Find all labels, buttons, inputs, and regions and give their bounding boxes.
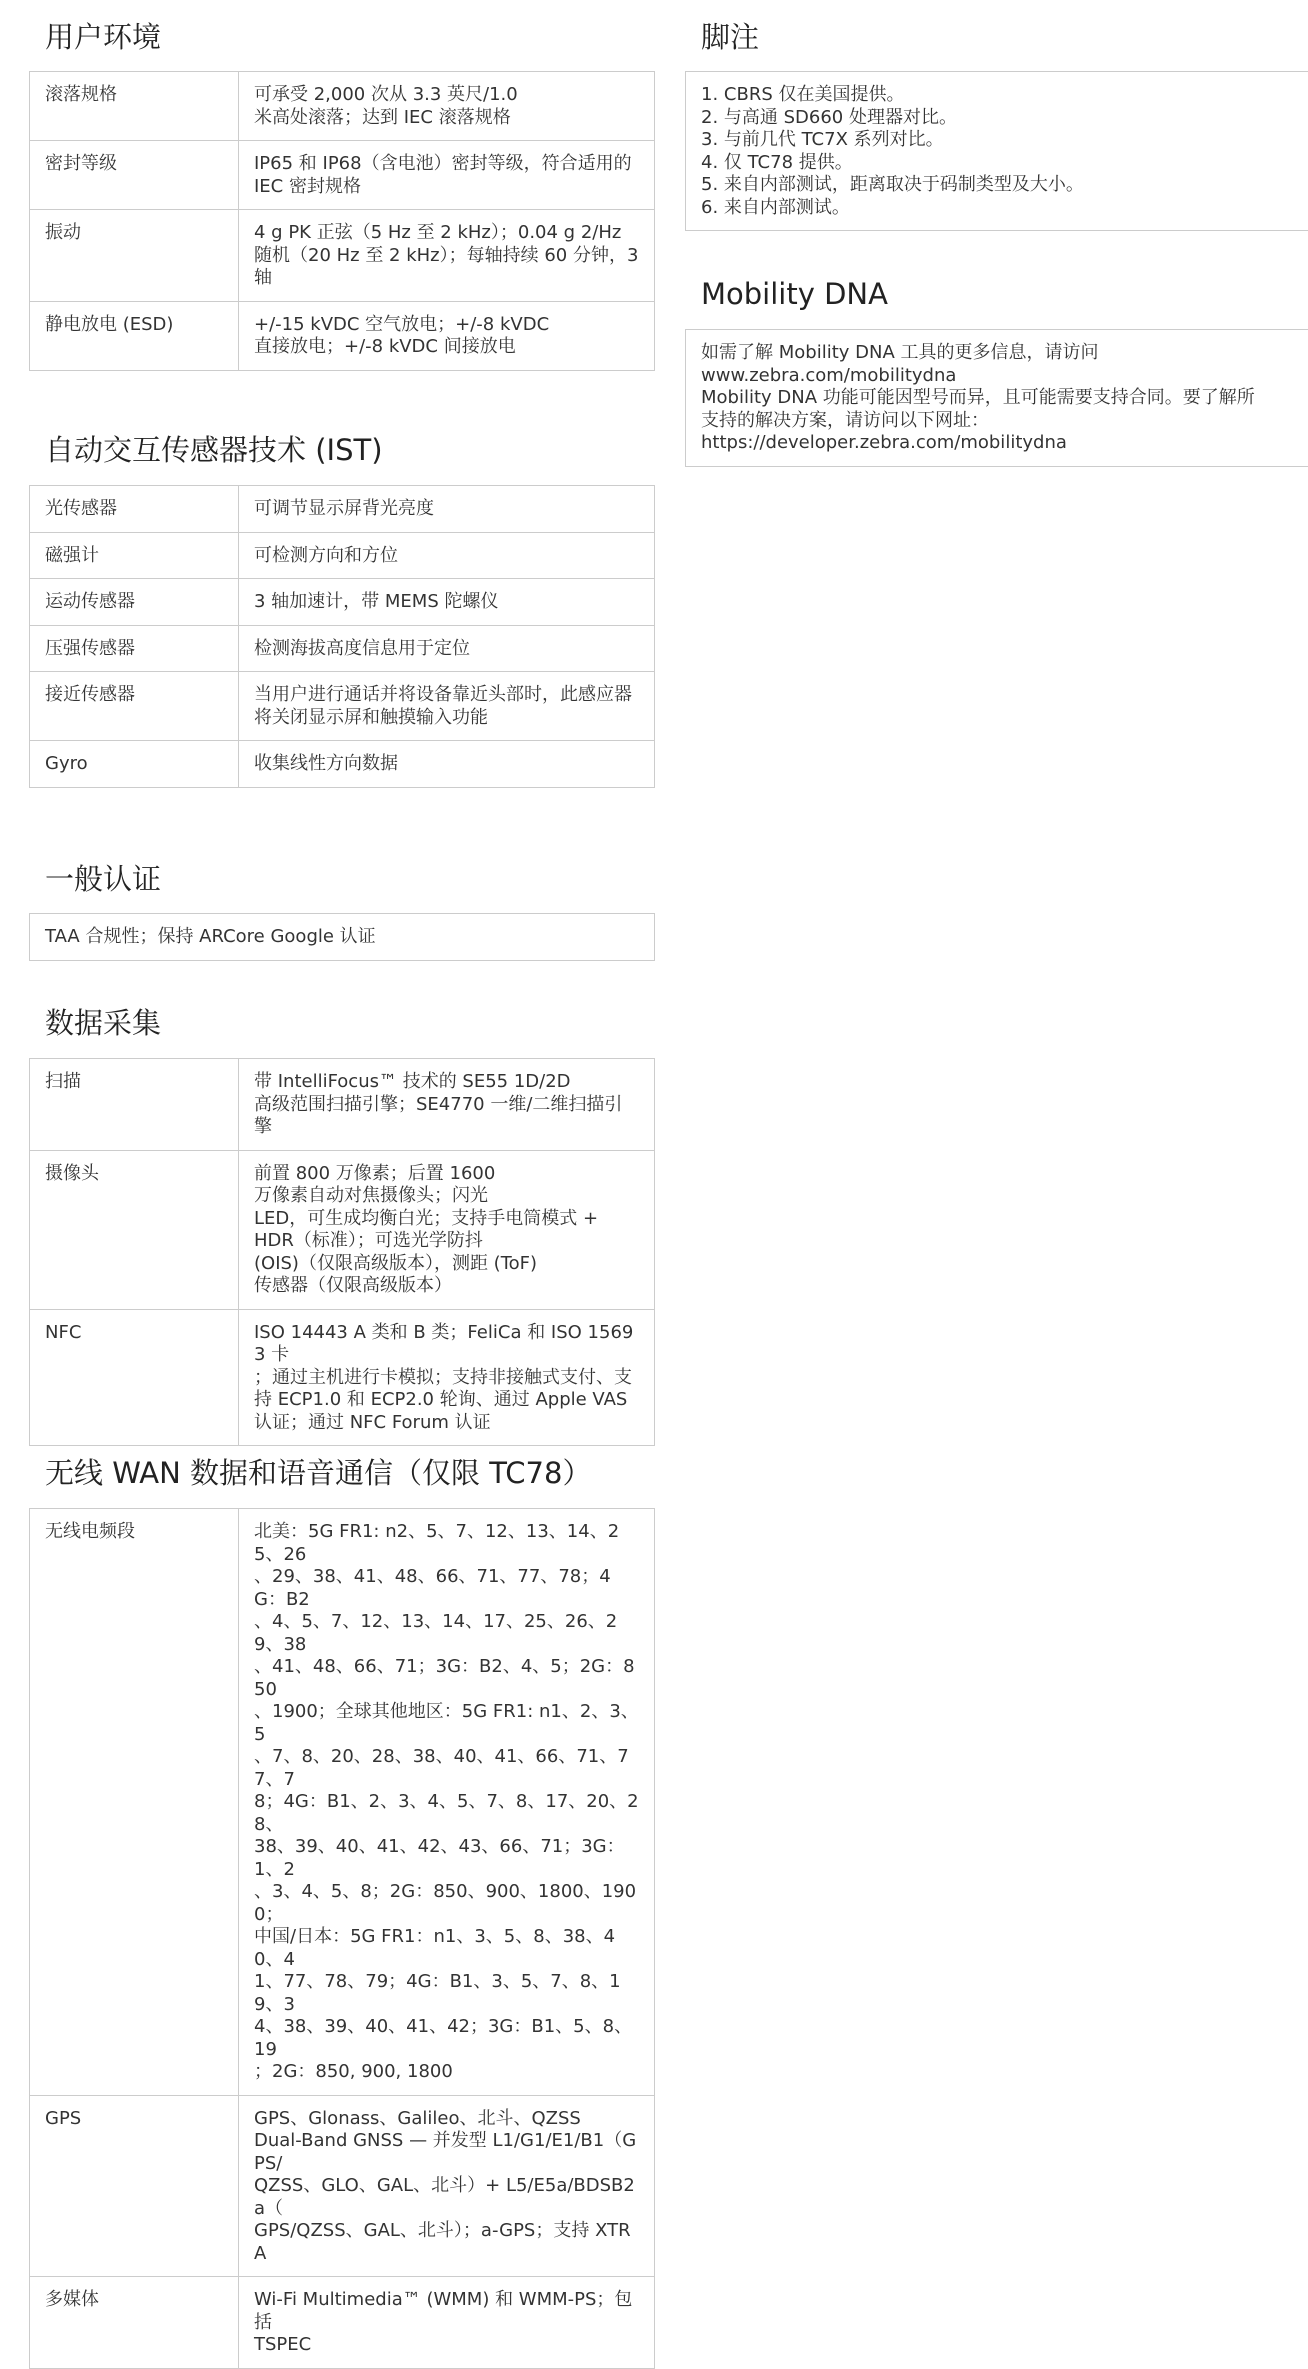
section-title: 一般认证 [45, 862, 162, 896]
footnotes-box [685, 71, 1308, 231]
section-environment [29, 20, 161, 54]
text-line: https://developer.zebra.com/mobilitydna [701, 432, 1067, 453]
spec-value-line: 可承受 2,000 次从 3.3 英尺/1.0 [254, 84, 518, 105]
section-title: 无线 WAN 数据和语音通信（仅限 TC78） [45, 1456, 592, 1490]
spec-label: GPS [30, 2095, 239, 2277]
text-line: 2. 与高通 SD660 处理器对比。 [701, 106, 957, 128]
spec-value-line: 随机（20 Hz 至 2 kHz）；每轴持续 60 分钟，3 [254, 244, 639, 266]
spec-value-line: 传感器（仅限高级版本） [254, 1275, 452, 1296]
ist-table [29, 485, 655, 788]
spec-label: 多媒体 [30, 2277, 239, 2369]
table-row [30, 141, 655, 210]
table-row [30, 210, 655, 302]
spec-value [239, 210, 655, 302]
spec-value-line: 、41、48、66、71；3G：B2、4、5；2G：850 [254, 1656, 635, 1700]
spec-value-line: 北美：5G FR1: n2、5、7、12、13、14、25、26 [254, 1521, 620, 1565]
spec-value [239, 1509, 655, 2096]
text-line: Mobility DNA 功能可能因型号而异，且可能需要支持合同。要了解所 [701, 387, 1255, 408]
spec-value-line: TSPEC [254, 2334, 312, 2355]
wwan-table [29, 1508, 655, 2369]
section-title: 自动交互传感器技术 (IST) [45, 433, 383, 467]
table-row [30, 579, 655, 626]
spec-label: 摄像头 [30, 1150, 239, 1309]
section-data-capture [29, 1006, 161, 1040]
certification-text: TAA 合规性；保持 ARCore Google 认证 [30, 914, 655, 961]
table-row [30, 486, 655, 533]
spec-value [239, 532, 655, 579]
spec-value-line: 4 g PK 正弦（5 Hz 至 2 kHz）；0.04 g 2/Hz [254, 222, 622, 243]
section-certification [29, 862, 161, 896]
spec-label: NFC [30, 1309, 239, 1446]
spec-value-line: 认证；通过 NFC Forum 认证 [254, 1411, 491, 1433]
spec-value-line: +/-15 kVDC 空气放电；+/-8 kVDC [254, 313, 550, 335]
mobility-dna-box [685, 329, 1308, 467]
spec-value-line: IEC 密封规格 [254, 175, 361, 197]
spec-value [239, 2277, 655, 2369]
environment-table [29, 71, 655, 371]
section-title: Mobility DNA [701, 277, 888, 311]
section-footnotes [685, 20, 759, 54]
spec-label: Gyro [30, 741, 239, 788]
spec-value-line: 、4、5、7、12、13、14、17、25、26、29、38 [254, 1611, 618, 1655]
spec-value-line: 、29、38、41、48、66、71、77、78；4G：B2 [254, 1566, 611, 1610]
spec-value-line: ；通过主机进行卡模拟；支持非接触式支付、支 [254, 1366, 632, 1388]
table-row [30, 914, 655, 961]
spec-value-line: 轴 [254, 267, 272, 288]
spec-value [239, 2095, 655, 2277]
table-row [30, 1059, 655, 1151]
spec-value-line: 将关闭显示屏和触摸输入功能 [254, 706, 488, 728]
spec-value [239, 1150, 655, 1309]
text-line: www.zebra.com/mobilitydna [701, 364, 957, 386]
section-title: 用户环境 [45, 20, 162, 54]
spec-value-line: HDR（标准）；可选光学防抖 [254, 1230, 483, 1251]
spec-value-line: 、7、8、20、28、38、40、41、66、71、77、7 [254, 1746, 629, 1790]
spec-label: 压强传感器 [30, 625, 239, 672]
text-line: 1. CBRS 仅在美国提供。 [701, 84, 905, 105]
spec-value-line: GPS、Glonass、Galileo、北斗、QZSS [254, 2107, 581, 2129]
spec-value-line: 前置 800 万像素；后置 1600 [254, 1162, 496, 1184]
mobility-dna-text [701, 342, 1294, 455]
spec-value-line: 、3、4、5、8；2G：850、900、1800、1900； [254, 1881, 637, 1925]
spec-value-line: 高级范围扫描引擎；SE4770 一维/二维扫描引擎 [254, 1093, 623, 1137]
spec-label: 无线电频段 [30, 1509, 239, 2096]
spec-value-line: Dual-Band GNSS — 并发型 L1/G1/E1/B1（GPS/ [254, 2130, 637, 2174]
spec-value-line: 、1900；全球其他地区：5G FR1: n1、2、3、5 [254, 1701, 639, 1745]
footnotes-list [701, 84, 1294, 219]
spec-value-line: IP65 和 IP68（含电池）密封等级，符合适用的 [254, 153, 632, 174]
table-row [30, 72, 655, 141]
table-row [30, 1509, 655, 2096]
section-title: 数据采集 [45, 1006, 162, 1040]
certification-table [29, 913, 655, 961]
spec-value-line: 直接放电；+/-8 kVDC 间接放电 [254, 336, 516, 357]
spec-label: 振动 [30, 210, 239, 302]
spec-label: 扫描 [30, 1059, 239, 1151]
table-row [30, 625, 655, 672]
spec-value-line: LED，可生成均衡白光；支持手电筒模式 + [254, 1207, 599, 1229]
text-line: 支持的解决方案，请访问以下网址： [701, 409, 989, 431]
table-row [30, 741, 655, 788]
table-row [30, 2095, 655, 2277]
section-mobility-dna [685, 277, 888, 311]
spec-value-line: GPS/QZSS、GAL、北斗）；a-GPS；支持 XTRA [254, 2220, 631, 2264]
section-title: 脚注 [701, 20, 760, 54]
spec-value [239, 141, 655, 210]
section-wwan [29, 1456, 591, 1490]
spec-value [239, 301, 655, 370]
spec-label: 运动传感器 [30, 579, 239, 626]
text-line: 如需了解 Mobility DNA 工具的更多信息，请访问 [701, 342, 1099, 363]
spec-value-line: 中国/日本：5G FR1：n1、3、5、8、38、40、4 [254, 1926, 616, 1970]
spec-value-line: 收集线性方向数据 [254, 753, 398, 774]
spec-value-line: 可调节显示屏背光亮度 [254, 498, 434, 519]
table-row [30, 1150, 655, 1309]
spec-value-line: 可检测方向和方位 [254, 544, 398, 566]
spec-value-line: 3 轴加速计，带 MEMS 陀螺仪 [254, 591, 499, 612]
spec-value [239, 672, 655, 741]
text-line: 4. 仅 TC78 提供。 [701, 151, 853, 173]
table-row [30, 1309, 655, 1446]
spec-value [239, 1309, 655, 1446]
spec-value-line: ISO 14443 A 类和 B 类；FeliCa 和 ISO 15693 卡 [254, 1321, 634, 1365]
text-line: 3. 与前几代 TC7X 系列对比。 [701, 129, 944, 150]
table-row [30, 532, 655, 579]
spec-label: 光传感器 [30, 486, 239, 533]
spec-value-line: 持 ECP1.0 和 ECP2.0 轮询、通过 Apple VAS [254, 1389, 628, 1410]
spec-value-line: 检测海拔高度信息用于定位 [254, 637, 470, 659]
spec-value-line: Wi-Fi Multimedia™ (WMM) 和 WMM-PS；包括 [254, 2289, 633, 2333]
spec-value-line: ；2G：850, 900, 1800 [254, 2061, 453, 2082]
spec-value-line: 万像素自动对焦摄像头；闪光 [254, 1185, 488, 1206]
spec-value [239, 579, 655, 626]
spec-value-line: QZSS、GLO、GAL、北斗）+ L5/E5a/BDSB2a（ [254, 2175, 635, 2219]
spec-value [239, 72, 655, 141]
spec-value-line: (OIS)（仅限高级版本），测距 (ToF) [254, 1252, 538, 1274]
spec-value-line: 带 IntelliFocus™ 技术的 SE55 1D/2D [254, 1071, 571, 1092]
spec-value [239, 486, 655, 533]
text-line: 5. 来自内部测试，距离取决于码制类型及大小。 [701, 174, 1084, 195]
table-row [30, 672, 655, 741]
table-row [30, 301, 655, 370]
spec-label: 滚落规格 [30, 72, 239, 141]
table-row [30, 2277, 655, 2369]
spec-label: 密封等级 [30, 141, 239, 210]
spec-label: 接近传感器 [30, 672, 239, 741]
spec-label: 静电放电 (ESD) [30, 301, 239, 370]
spec-value-line: 8；4G：B1、2、3、4、5、7、8、17、20、28、 [254, 1791, 639, 1835]
spec-value-line: 米高处滚落；达到 IEC 滚落规格 [254, 106, 511, 128]
spec-value-line: 1、77、78、79；4G：B1、3、5、7、8、19、3 [254, 1971, 621, 2015]
spec-label: 磁强计 [30, 532, 239, 579]
spec-value [239, 1059, 655, 1151]
spec-value [239, 741, 655, 788]
data-capture-table [29, 1058, 655, 1446]
spec-value-line: 当用户进行通话并将设备靠近头部时，此感应器 [254, 684, 632, 705]
section-ist [29, 433, 383, 467]
spec-value-line: 38、39、40、41、42、43、66、71；3G：1、2 [254, 1836, 625, 1880]
text-line: 6. 来自内部测试。 [701, 196, 850, 218]
spec-value-line: 4、38、39、40、41、42；3G：B1、5、8、19 [254, 2016, 633, 2060]
spec-value [239, 625, 655, 672]
